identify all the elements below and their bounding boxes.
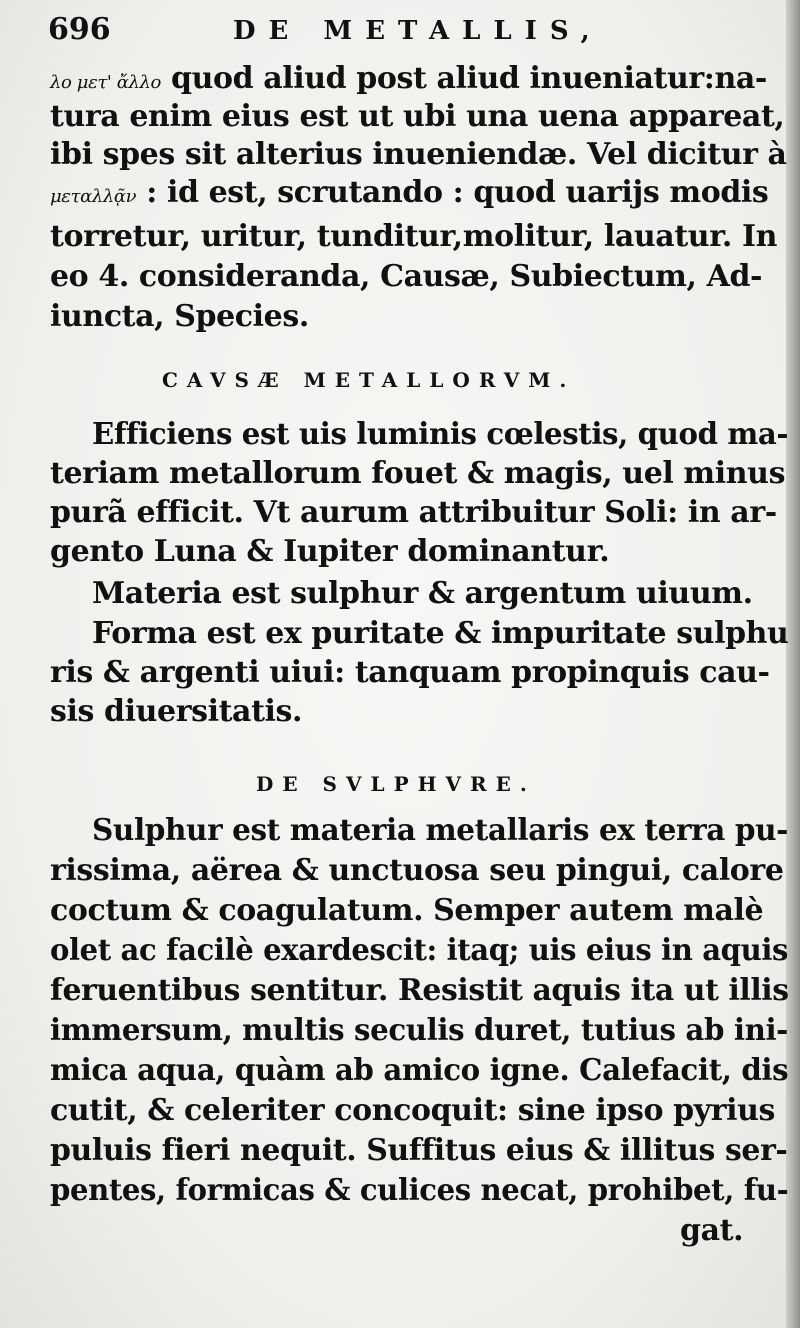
text-line: olet ac facilè exardescit: itaq; uis eius in aquis (50, 933, 789, 968)
text-line: ris & argenti uiui: tanquam propinquis cau- (50, 655, 770, 690)
running-title: DE METALLIS, (233, 16, 603, 46)
text-line: pentes, formicas & culices necat, prohibet, fu- (50, 1173, 789, 1208)
text-line: torretur, uritur, tunditur,molitur, lauatur. In (50, 219, 777, 254)
greek-phrase: λο μετ' ἄλλο (50, 72, 161, 93)
text-line (50, 174, 768, 216)
text-line: eo 4. consideranda, Causæ, Subiectum, Ad- (50, 259, 763, 294)
text-line: ibi spes sit alterius inueniendæ. Vel dicitur à (50, 137, 787, 172)
text-line: feruentibus sentitur. Resistit aquis ita ut illis (50, 973, 789, 1008)
greek-phrase: μεταλλᾷν (50, 186, 137, 207)
text-line-content: quod aliud post aliud inueniatur:na- (171, 61, 767, 96)
text-line: immersum, multis seculis duret, tutius ab ini- (50, 1013, 788, 1048)
text-line: cutit, & celeriter concoquit: sine ipso pyrius (50, 1093, 776, 1128)
text-line: coctum & coagulatum. Semper autem malè (50, 893, 764, 928)
section-heading: CAVSÆ METALLORVM. (162, 368, 576, 392)
text-line: Sulphur est materia metallaris ex terra pu- (92, 813, 788, 848)
text-line (50, 60, 767, 102)
text-line: teriam metallorum fouet & magis, uel minus (50, 456, 786, 491)
text-line: tura enim eius est ut ubi una uena appareat, (50, 99, 785, 134)
text-line: rissima, aërea & unctuosa seu pingui, calore (50, 853, 784, 888)
text-line: gento Luna & Iupiter dominantur. (50, 534, 610, 569)
text-line: puluis fieri nequit. Suffitus eius & illitus ser- (50, 1133, 788, 1168)
running-head (48, 12, 748, 52)
text-line: mica aqua, quàm ab amico igne. Calefacit, dis (50, 1053, 789, 1088)
text-line: sis diuersitatis. (50, 694, 303, 729)
text-line: Forma est ex puritate & impuritate sulphu (92, 616, 789, 651)
text-line: Efficiens est uis luminis cœlestis, quod ma- (92, 417, 789, 452)
text-line-content: : id est, scrutando : quod uarijs modis (146, 175, 769, 210)
text-line: purã efficit. Vt aurum attribuitur Soli: in ar- (50, 495, 777, 530)
text-line: gat. (680, 1213, 744, 1248)
page-edge (786, 0, 800, 1328)
section-heading: DE SVLPHVRE. (256, 772, 536, 796)
page-number: 696 (48, 12, 111, 47)
text-line: iuncta, Species. (50, 299, 309, 334)
text-line: Materia est sulphur & argentum uiuum. (92, 576, 753, 611)
